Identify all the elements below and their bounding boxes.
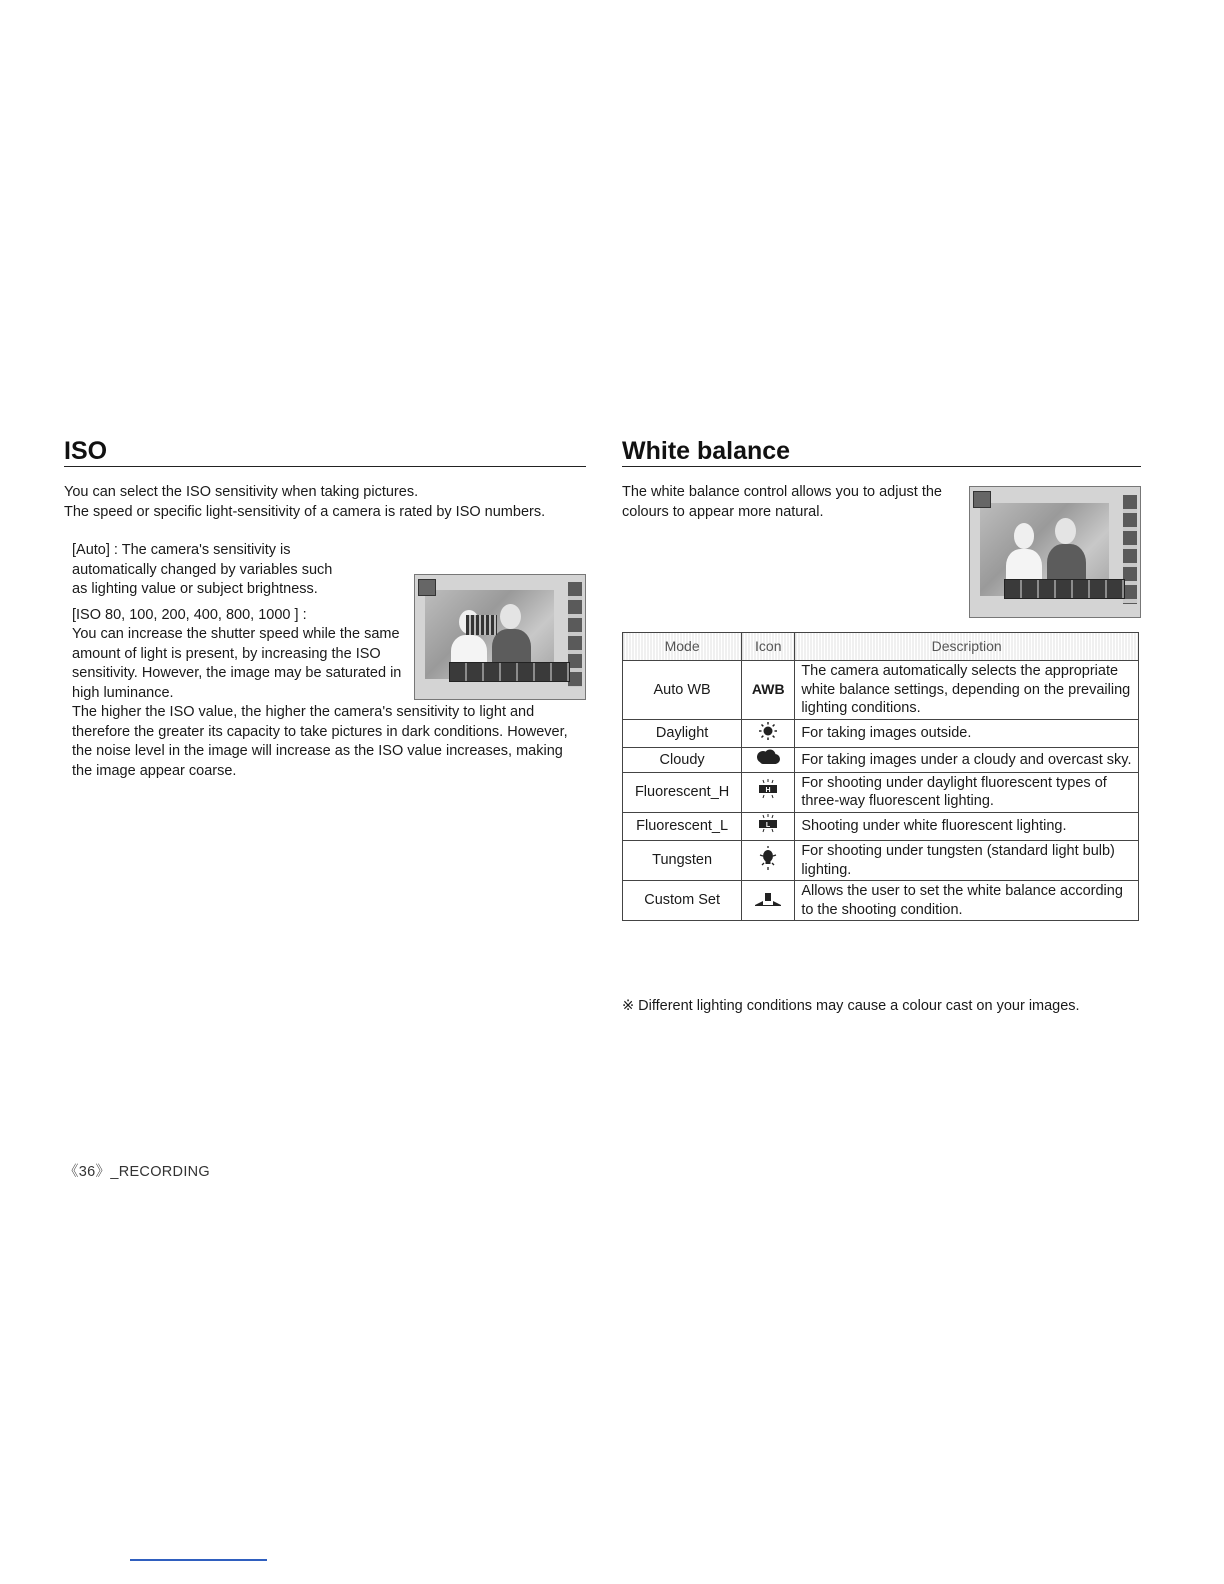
table-row — [623, 719, 1139, 748]
description-cell: For shooting under daylight fluorescent types of three-way fluorescent lighting. — [795, 772, 1139, 812]
table-row — [623, 772, 1139, 812]
header-icon: Icon — [742, 633, 795, 661]
mode-cell: Cloudy — [623, 748, 742, 773]
wb-lcd-screenshot — [969, 486, 1141, 618]
lcd-side-menu — [1123, 495, 1137, 604]
bottom-rule — [130, 1559, 267, 1561]
iso-heading: ISO — [64, 436, 586, 467]
camera-mode-icon — [418, 579, 435, 596]
description-cell: For taking images outside. — [795, 719, 1139, 748]
header-description: Description — [795, 633, 1139, 661]
camera-mode-icon — [973, 491, 990, 509]
iso-number-label: [ISO 80, 100, 200, 400, 800, 1000 ] : — [72, 606, 307, 623]
auto-wb-icon — [742, 661, 795, 720]
iso-auto-text: The camera's sensitivity is automatically changed by variables such as lighting value or subject brightness. — [72, 542, 333, 597]
wb-note: ※ Different lighting conditions may cause a colour cast on your images. — [622, 998, 1080, 1014]
iso-auto-label: [Auto] : — [72, 542, 122, 558]
awb-icon-text: AWB — [751, 681, 785, 697]
white-balance-table — [622, 632, 1139, 921]
svg-text:H: H — [765, 787, 771, 795]
table-row — [623, 812, 1139, 841]
description-cell: The camera automatically selects the appropriate white balance settings, depending on the prevailing lighting conditions. — [795, 661, 1139, 720]
mode-cell: Custom Set — [623, 881, 742, 921]
mode-cell: Daylight — [623, 719, 742, 748]
white-balance-section — [622, 436, 1141, 1014]
mode-cell: Tungsten — [623, 841, 742, 881]
cloud-icon — [742, 748, 795, 773]
description-cell: Allows the user to set the white balance according to the shooting condition. — [795, 881, 1139, 921]
mode-cell: Fluorescent_L — [623, 812, 742, 841]
table-row — [623, 748, 1139, 773]
table-header-row — [623, 633, 1139, 661]
iso-section — [64, 436, 586, 781]
description-cell: For taking images under a cloudy and overcast sky. — [795, 748, 1139, 773]
iso-intro-2: The speed or specific light-sensitivity of a camera is rated by ISO numbers. — [64, 503, 546, 520]
iso-number-text: You can increase the shutter speed while the same amount of light is present, by increasing the ISO sensitivity. However, the image may be saturated in high luminance. — [72, 626, 402, 701]
wb-option-strip — [1004, 579, 1125, 599]
page-footer: 《36》_RECORDING — [64, 1164, 211, 1180]
wb-intro: The white balance control allows you to adjust the colours to appear more natural. — [622, 484, 942, 520]
fluorescent-l-icon — [742, 812, 795, 841]
header-mode: Mode — [623, 633, 742, 661]
description-cell: Shooting under white fluorescent lighting. — [795, 812, 1139, 841]
lcd-side-menu — [568, 582, 582, 686]
wb-heading: White balance — [622, 436, 1141, 467]
iso-explanation: The higher the ISO value, the higher the camera's sensitivity to light and therefore the greater its capacity to take pictures in dark conditions. However, the noise level in the image will increase as the ISO value increases, making the image appear coarse. — [72, 704, 568, 779]
iso-option-strip — [449, 662, 570, 681]
tungsten-bulb-icon — [742, 841, 795, 881]
sun-icon — [742, 719, 795, 748]
table-row — [623, 881, 1139, 921]
table-row — [623, 841, 1139, 881]
mode-cell: Fluorescent_H — [623, 772, 742, 812]
iso-selection-cursor — [466, 615, 497, 635]
description-cell: For shooting under tungsten (standard light bulb) lighting. — [795, 841, 1139, 881]
iso-intro-1: You can select the ISO sensitivity when taking pictures. — [64, 484, 419, 500]
iso-lcd-screenshot — [414, 574, 586, 700]
custom-set-icon — [742, 881, 795, 921]
fluorescent-h-icon — [742, 772, 795, 812]
mode-cell: Auto WB — [623, 661, 742, 720]
svg-text:L: L — [766, 821, 771, 829]
table-row — [623, 661, 1139, 720]
